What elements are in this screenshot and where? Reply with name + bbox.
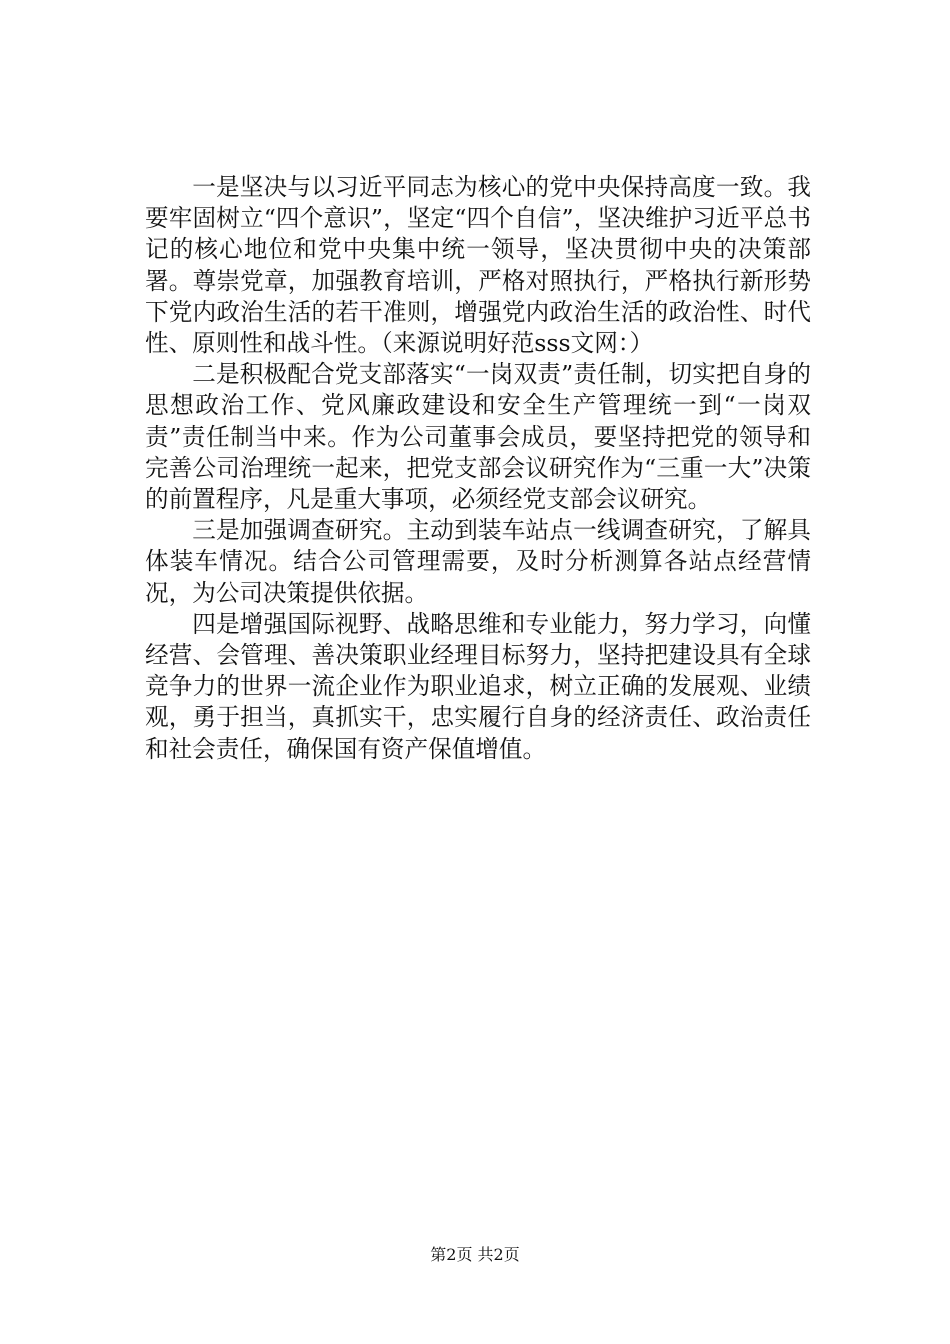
- paragraph-2: 二是积极配合党支部落实“一岗双责”责任制，切实把自身的思想政治工作、党风廉政建设和安全生产管理统一到“一岗双责”责任制当中来。作为公司董事会成员，要坚持把党的领导和完善公司治理统一起来，把党支部会议研究作为“三重一大”决策的前置程序，凡是重大事项，必须经党支部会议研究。: [145, 360, 811, 514]
- page-number-label: 第2页 共2页: [430, 1245, 520, 1264]
- paragraph-4: 四是增强国际视野、战略思维和专业能力，努力学习，向懂经营、会管理、善决策职业经理目标努力，坚持把建设具有全球竞争力的世界一流企业作为职业追求，树立正确的发展观、业绩观，勇于担当，真抓实干，忠实履行自身的经济责任、政治责任和社会责任，确保国有资产保值增值。: [145, 609, 811, 763]
- page-footer: [0, 1245, 950, 1265]
- paragraph-1: 一是坚决与以习近平同志为核心的党中央保持高度一致。我要牢固树立“四个意识”，坚定“四个自信”，坚决维护习近平总书记的核心地位和党中央集中统一领导，坚决贯彻中央的决策部署。尊崇党章，加强教育培训，严格对照执行，严格执行新形势下党内政治生活的若干准则，增强党内政治生活的政治性、时代性、原则性和战斗性。（来源说明好范sss文网：）: [145, 173, 811, 358]
- document-body: [145, 172, 811, 765]
- paragraph-3: 三是加强调查研究。主动到装车站点一线调查研究，了解具体装车情况。结合公司管理需要，及时分析测算各站点经营情况，为公司决策提供依据。: [145, 516, 811, 607]
